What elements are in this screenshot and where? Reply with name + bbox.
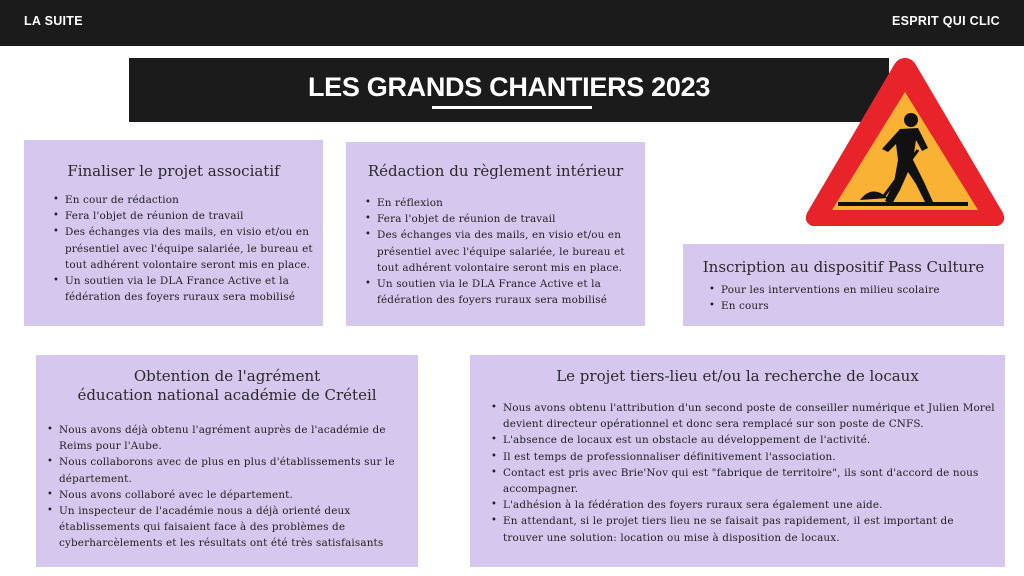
list-item: • L'adhésion à la fédération des foyers ruraux sera également une aide. (490, 497, 995, 513)
list-item: • Contact est pris avec Brie'Nov qui est "fabrique de territoire", ils sont d'accord de nous accompagner. (490, 465, 995, 497)
list-item: • En cours (708, 298, 998, 314)
card-list (708, 282, 998, 314)
card-list (46, 422, 411, 552)
card-agrement (36, 355, 418, 567)
top-bar (0, 0, 1024, 46)
list-item: • Nous collaborons avec de plus en plus d'établissements sur le département. (46, 454, 411, 486)
card-title-line: Obtention de l'agrément (133, 367, 321, 385)
list-item: • L'absence de locaux est un obstacle au développement de l'activité. (490, 432, 995, 448)
header-right-label: ESPRIT QUI CLIC (892, 14, 1000, 28)
list-item: • Il est temps de professionnaliser définitivement l'association. (490, 449, 995, 465)
header-left-label: LA SUITE (24, 14, 83, 28)
card-title: Le projet tiers-lieu et/ou la recherche de locaux (556, 367, 919, 385)
card-title (36, 367, 418, 405)
list-item: • Des échanges via des mails, en visio et/ou en présentiel avec l'équipe salariée, le bureau et tout adhérent volontaire seront mis en place. (364, 227, 636, 276)
card-tiers-lieu (470, 355, 1005, 567)
list-item: • Un soutien via le DLA France Active et la fédération des foyers ruraux sera mobilisé (52, 273, 314, 305)
list-item: • Un inspecteur de l'académie nous a déjà orienté deux établissements qui faisaient face à des problèmes de cyberharcèlements et les résultats ont été très satisfaisants (46, 503, 411, 552)
card-list (490, 400, 995, 546)
list-item: • Fera l'objet de réunion de travail (364, 211, 636, 227)
card-reglement-interieur (346, 142, 645, 326)
card-title: Rédaction du règlement intérieur (367, 162, 624, 180)
card-list (364, 195, 636, 308)
card-pass-culture (683, 244, 1004, 326)
list-item: • Nous avons collaboré avec le département. (46, 487, 411, 503)
list-item: • En attendant, si le projet tiers lieu ne se faisait pas rapidement, il est important de trouver une solution: location ou mise à disposition de locaux. (490, 513, 995, 545)
title-underline (432, 106, 592, 109)
card-list (52, 192, 314, 305)
title-banner (129, 58, 889, 122)
list-item: • Des échanges via des mails, en visio et/ou en présentiel avec l'équipe salariée, le bureau et tout adhérent volontaire seront mis en place. (52, 224, 314, 273)
list-item: • Un soutien via le DLA France Active et la fédération des foyers ruraux sera mobilisé (364, 276, 636, 308)
card-title: Inscription au dispositif Pass Culture (702, 258, 985, 276)
card-title-line: éducation national académie de Créteil (77, 386, 377, 404)
list-item: • En cour de rédaction (52, 192, 314, 208)
page-title: LES GRANDS CHANTIERS 2023 (307, 72, 711, 102)
list-item: • Pour les interventions en milieu scolaire (708, 282, 998, 298)
roadwork-sign-icon (800, 50, 1010, 235)
card-projet-associatif (24, 140, 323, 326)
list-item: • Fera l'objet de réunion de travail (52, 208, 314, 224)
list-item: • Nous avons déjà obtenu l'agrément auprès de l'académie de Reims pour l'Aube. (46, 422, 411, 454)
list-item: • Nous avons obtenu l'attribution d'un second poste de conseiller numérique et Julien Morel devient directeur opérationnel et donc sera remplacé sur son poste de CNFS. (490, 400, 995, 432)
card-title: Finaliser le projet associatif (67, 162, 280, 180)
list-item: • En réflexion (364, 195, 636, 211)
